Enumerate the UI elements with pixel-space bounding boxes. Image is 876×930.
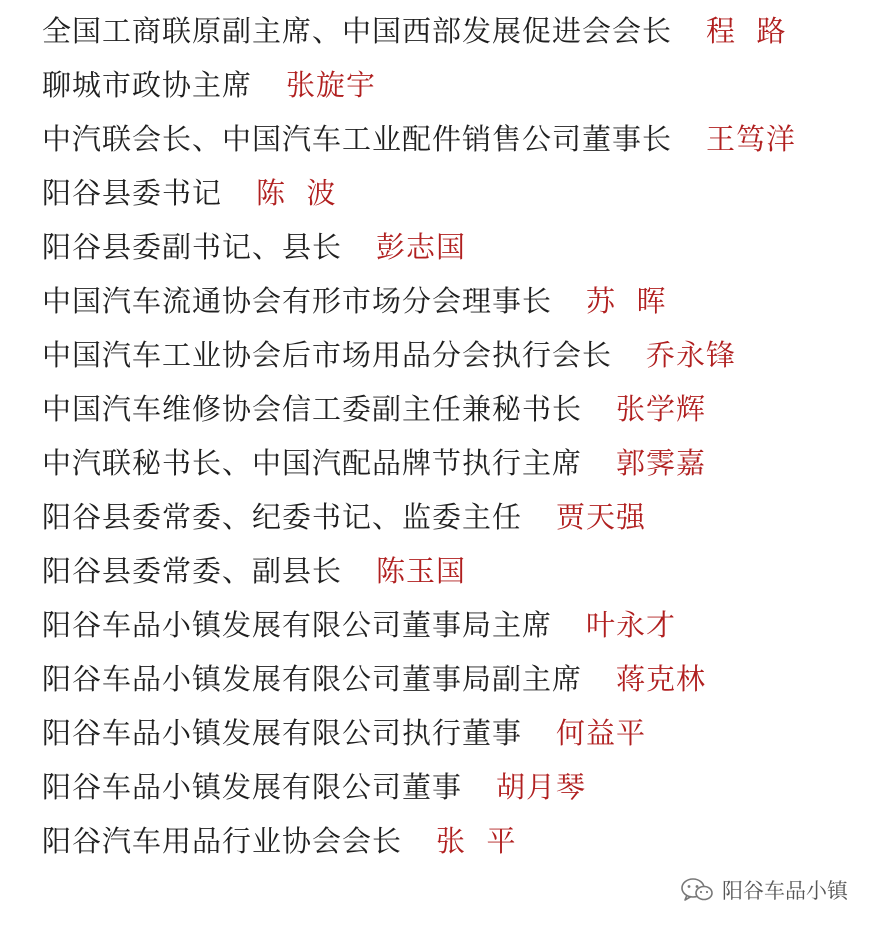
roster-row [42, 598, 872, 652]
person-name: 陈 波 [256, 176, 337, 210]
person-name: 乔永锋 [646, 338, 737, 372]
person-title: 阳谷县委副书记、县长 [42, 230, 343, 264]
person-name: 贾天强 [556, 500, 647, 534]
person-name: 郭霁嘉 [616, 446, 707, 480]
wechat-watermark [680, 874, 848, 906]
roster-row [42, 4, 872, 58]
roster-row [42, 58, 872, 112]
watermark-text: 阳谷车品小镇 [722, 879, 848, 903]
person-title: 中国汽车工业协会后市场用品分会执行会长 [42, 338, 613, 372]
person-name: 蒋克林 [616, 662, 707, 696]
person-name: 张 平 [436, 824, 517, 858]
roster-row [42, 652, 872, 706]
person-name: 张学辉 [616, 392, 707, 426]
roster-row [42, 544, 872, 598]
roster-row [42, 166, 872, 220]
person-title: 中国汽车流通协会有形市场分会理事长 [42, 284, 553, 318]
roster-row [42, 760, 872, 814]
person-title: 阳谷县委常委、副县长 [42, 554, 343, 588]
person-name: 张旋宇 [286, 68, 377, 102]
person-title: 阳谷车品小镇发展有限公司执行董事 [42, 716, 523, 750]
person-name: 陈玉国 [376, 554, 467, 588]
person-title: 阳谷车品小镇发展有限公司董事 [42, 770, 463, 804]
person-name: 何益平 [556, 716, 647, 750]
person-title: 阳谷车品小镇发展有限公司董事局主席 [42, 608, 553, 642]
person-name: 彭志国 [376, 230, 467, 264]
person-title: 阳谷汽车用品行业协会会长 [42, 824, 403, 858]
roster-row [42, 274, 872, 328]
roster-list [42, 4, 872, 868]
roster-row [42, 220, 872, 274]
wechat-icon [680, 877, 714, 903]
person-name: 苏 晖 [586, 284, 667, 318]
person-title: 阳谷县委常委、纪委书记、监委主任 [42, 500, 523, 534]
person-title: 中国汽车维修协会信工委副主任兼秘书长 [42, 392, 583, 426]
person-name: 程 路 [706, 14, 787, 48]
roster-row [42, 706, 872, 760]
person-title: 中汽联会长、中国汽车工业配件销售公司董事长 [42, 122, 673, 156]
person-title: 阳谷车品小镇发展有限公司董事局副主席 [42, 662, 583, 696]
person-title: 中汽联秘书长、中国汽配品牌节执行主席 [42, 446, 583, 480]
roster-row [42, 112, 872, 166]
person-name: 胡月琴 [496, 770, 587, 804]
person-name: 叶永才 [586, 608, 677, 642]
person-title: 聊城市政协主席 [42, 68, 253, 102]
roster-row [42, 436, 872, 490]
roster-row [42, 814, 872, 868]
roster-row [42, 328, 872, 382]
person-title: 全国工商联原副主席、中国西部发展促进会会长 [42, 14, 673, 48]
person-title: 阳谷县委书记 [42, 176, 223, 210]
roster-row [42, 382, 872, 436]
roster-row [42, 490, 872, 544]
person-name: 王笃洋 [706, 122, 797, 156]
